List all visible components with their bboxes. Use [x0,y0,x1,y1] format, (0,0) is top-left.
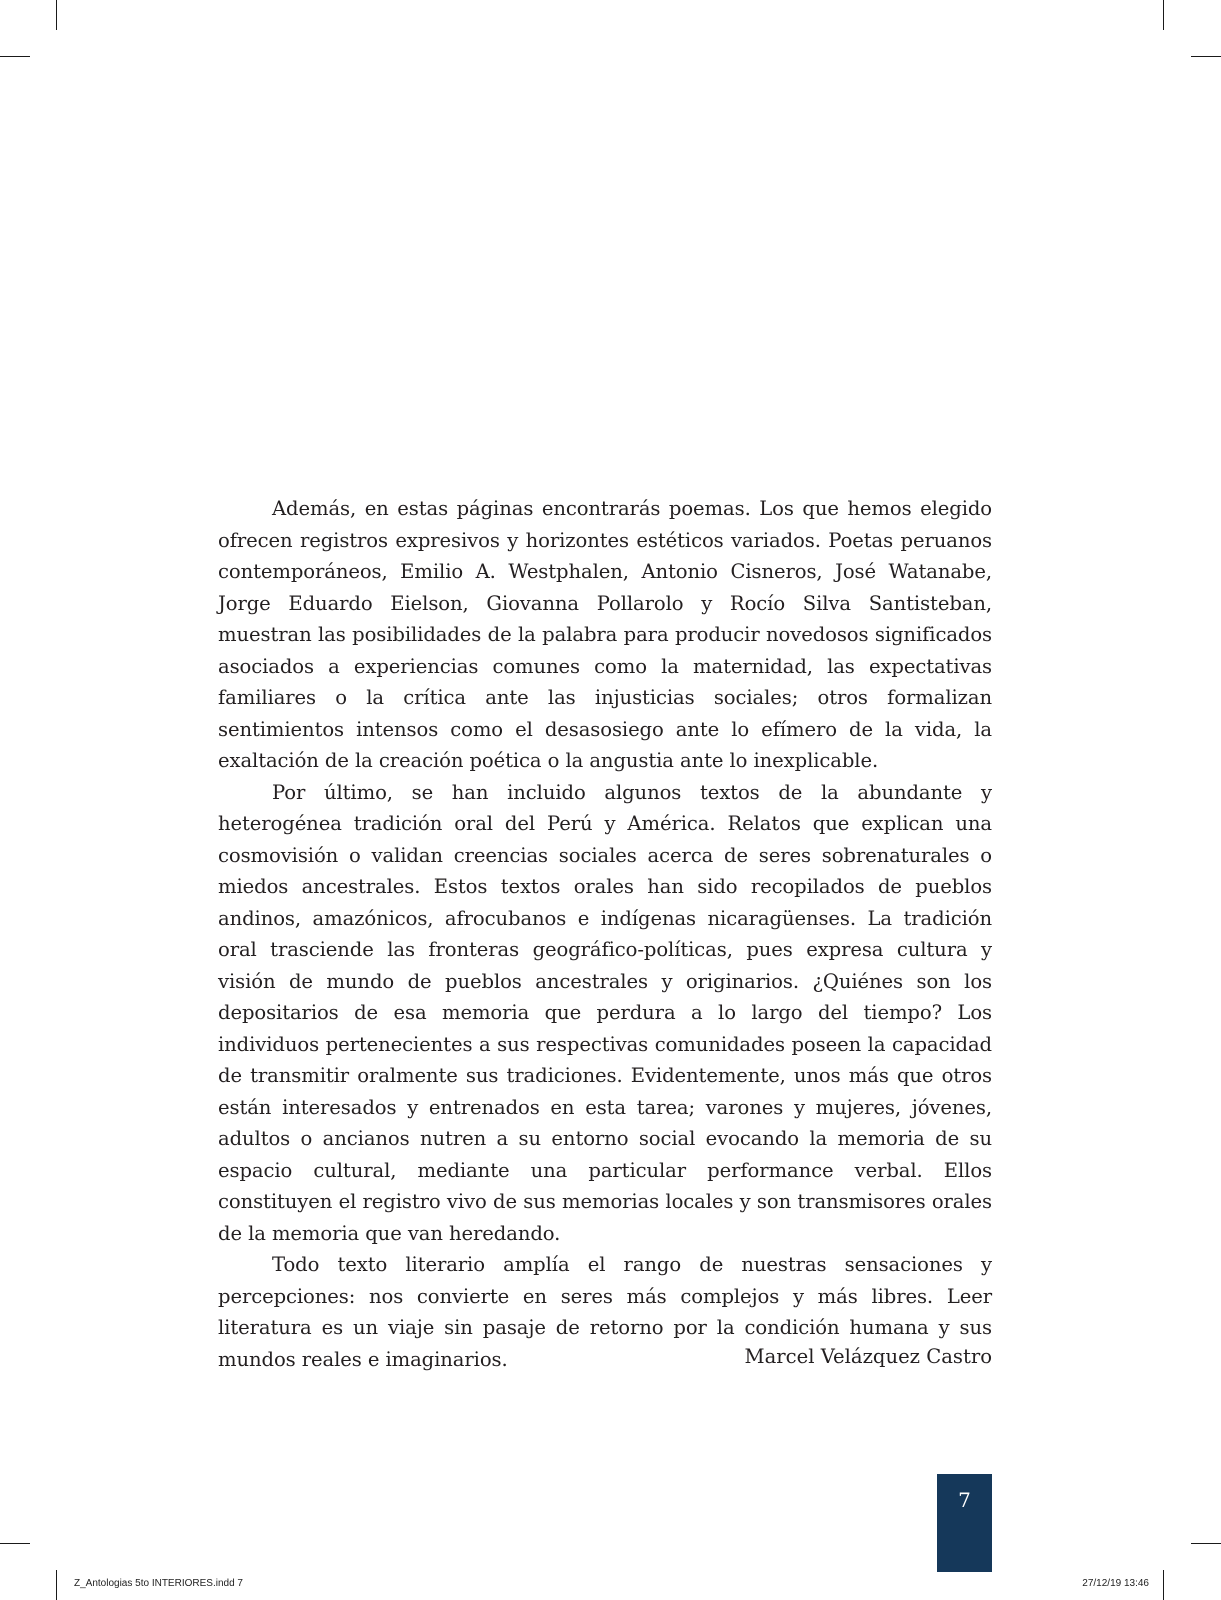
crop-mark-top-right [1163,0,1164,30]
crop-mark-bottom-right [1163,1570,1164,1600]
body-text [218,493,992,1375]
crop-mark-left-bottom [0,1543,30,1544]
slug-timestamp: 27/12/19 13:46 [1082,1578,1149,1589]
paragraph-conclusion: Todo texto literario amplía el rango de nuestras sensaciones y percepciones: nos convierte en seres más complejos y más libres. Leer literatura es un viaje sin pasaje de retorno por la condición humana y sus mundos reales e imaginarios. [218,1253,992,1371]
crop-mark-bottom-left [56,1570,57,1600]
page-number: 7 [958,1488,971,1512]
paragraph-oral-tradition: Por último, se han incluido algunos textos de la abundante y heterogénea tradición oral del Perú y América. Relatos que explican una cosmovisión o validan creencias sociales acerca de seres sobrenaturales o miedos ancestrales. Estos textos orales han sido recopilados de pueblos andinos, amazónicos, afrocubanos e indígenas nicaragüenses. La tradición oral trasciende las fronteras geográfico-políticas, pues expresa cultura y visión de mundo de pueblos ancestrales y originarios. ¿Quiénes son los depositarios de esa memoria que perdura a lo largo del tiempo? Los individuos pertenecientes a sus respectivas comunidades poseen la capacidad de transmitir oralmente sus tradiciones. Evidentemente, unos más que otros están interesados y entrenados en esta tarea; varones y mujeres, jóvenes, adultos o ancianos nutren a su entorno social evocando la memoria de su espacio cultural, mediante una particular performance verbal. Ellos constituyen el registro vivo de sus memorias locales y son transmisores orales de la memoria que van heredando. [218,780,992,1245]
page-number-box [937,1474,992,1572]
crop-mark-right-bottom [1191,1543,1221,1544]
crop-mark-right-top [1191,56,1221,57]
crop-mark-top-left [56,0,57,30]
slug-filename: Z_Antologias 5to INTERIORES.indd 7 [74,1578,243,1589]
author-signature: Marcel Velázquez Castro [744,1345,992,1368]
crop-mark-left-top [0,56,30,57]
paragraph-poems: Además, en estas páginas encontrarás poemas. Los que hemos elegido ofrecen registros expresivos y horizontes estéticos variados. Poetas peruanos contemporáneos, Emilio A. Westphalen, Antonio Cisneros, José Watanabe, Jorge Eduardo Eielson, Giovanna Pollarolo y Rocío Silva Santisteban, muestran las posibilidades de la palabra para producir novedosos significados asociados a experiencias comunes como la maternidad, las expectativas familiares o la crítica ante las injusticias sociales; otros formalizan sentimientos intensos como el desasosiego ante lo efímero de la vida, la exaltación de la creación poética o la angustia ante lo inexplicable. [218,497,992,772]
